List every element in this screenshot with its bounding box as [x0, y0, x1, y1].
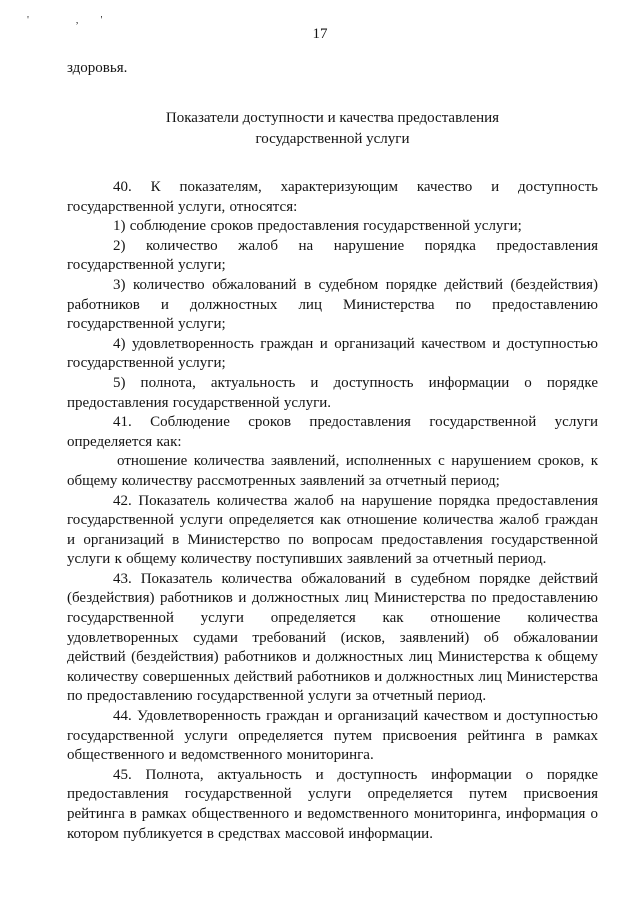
- carryover-text: здоровья.: [67, 60, 128, 76]
- scan-marks: ' ,': [27, 14, 125, 26]
- page-number: 17: [312, 26, 328, 42]
- paragraph-45: 45. Полнота, актуальность и доступность информации о порядке предоставления государственной услуги определяется путем присвоения рейтинга в рамках общественного и ведомственного мониторинга, информация о котором публикуется в средствах массовой информации.: [67, 766, 598, 842]
- paragraph-item-3: 3) количество обжалований в судебном порядке действий (бездействия) работников и должностных лиц Министерства по предоставлению государственной услуги;: [67, 276, 598, 333]
- paragraph-43: 43. Показатель количества обжалований в судебном порядке действий (бездействия) работников и должностных лиц Министерства по предоставлению государственной услуги определяется как отношение количества удовлетворенных судами требований (исков, заявлений) об обжаловании действий (бездействия) работников и должностных лиц Министерства к общему количеству совершенных действий работников и должностных лиц Министерства по предоставлению государственной услуги за отчетный период.: [67, 570, 598, 705]
- document-body: [67, 59, 598, 844]
- paragraph-item-1: 1) соблюдение сроков предоставления государственной услуги;: [113, 218, 522, 235]
- paragraph-41: 41. Соблюдение сроков предоставления государственной услуги определяется как:: [67, 414, 598, 450]
- paragraph-44: 44. Удовлетворенность граждан и организаций качеством и доступностью государственной услуги определяется путем присвоения рейтинга в рамках общественного и ведомственного мониторинга.: [67, 708, 598, 764]
- paragraph-item-5: 5) полнота, актуальность и доступность информации о порядке предоставления государственной услуги.: [67, 374, 598, 411]
- paragraph-40: 40. К показателям, характеризующим качество и доступность государственной услуги, относятся:: [67, 179, 598, 215]
- heading-line-1: Показатели доступности и качества предоставления: [165, 110, 500, 126]
- paragraph-item-4: 4) удовлетворенность граждан и организаций качеством и доступностью государственной услуги;: [67, 335, 598, 372]
- section-heading: [67, 108, 598, 150]
- paragraph-42: 42. Показатель количества жалоб на нарушение порядка предоставления государственной услуги определяется как отношение количества жалоб граждан и организаций в Министерство по вопросам предоставления государственной услуги к общему количеству поступивших заявлений за отчетный период.: [67, 492, 598, 568]
- paragraph-item-2: 2) количество жалоб на нарушение порядка предоставления государственной услуги;: [67, 237, 598, 274]
- paragraph-list: [67, 178, 598, 844]
- paragraph-41-formula: отношение количества заявлений, исполненных с нарушением сроков, к общему количеству рассмотренных заявлений за отчетный период;: [67, 453, 598, 489]
- heading-line-2: государственной услуги: [255, 131, 410, 147]
